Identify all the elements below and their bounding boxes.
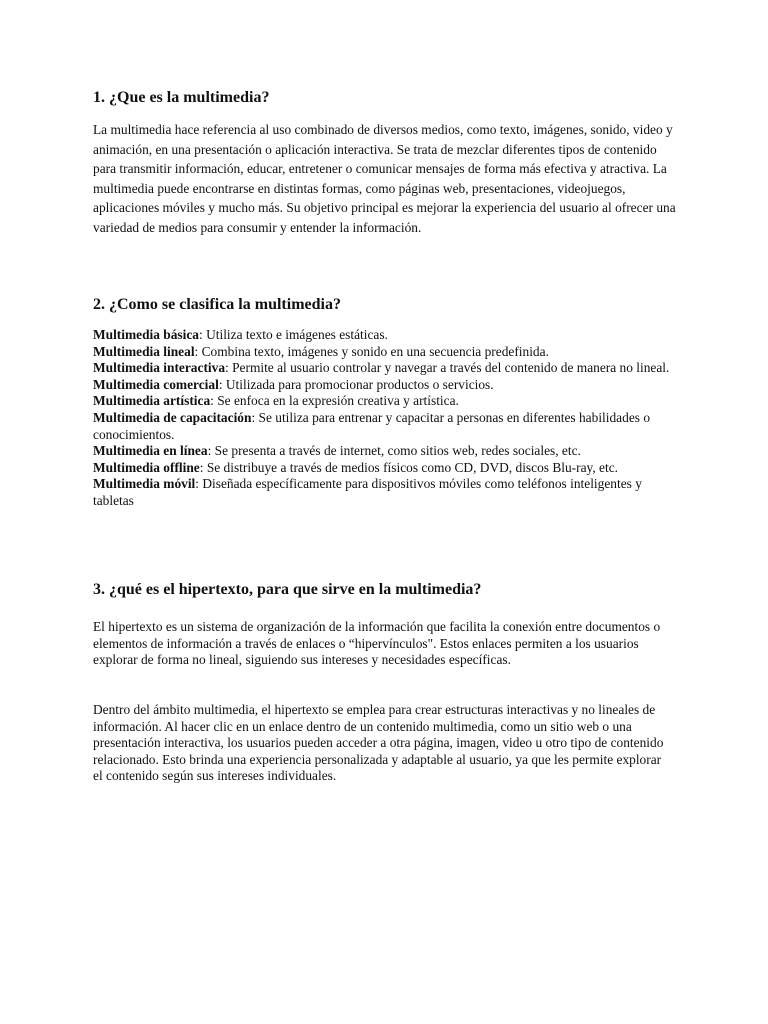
- list-item-desc: : Se distribuye a través de medios físicos como CD, DVD, discos Blu-ray, etc.: [199, 459, 619, 475]
- list-item-desc: : Diseñada específicamente para dispositivos móviles como teléfonos inteligentes y tabletas: [93, 476, 642, 508]
- list-item: [93, 377, 673, 394]
- list-item-desc: : Se enfoca en la expresión creativa y artística.: [210, 393, 459, 409]
- list-item-desc: : Se presenta a través de internet, como sitios web, redes sociales, etc.: [207, 443, 581, 459]
- classification-list: [93, 327, 673, 510]
- list-item: [93, 327, 673, 344]
- list-item: [93, 476, 673, 509]
- list-item-term: Multimedia artística: [93, 393, 211, 409]
- list-item-desc: : Se utiliza para entrenar y capacitar a personas en diferentes habilidades o conocimientos.: [93, 409, 651, 442]
- section3-paragraph-1: El hipertexto es un sistema de organización de la información que facilita la conexión entre documentos o elementos de información a través de enlaces o “hipervínculos". Estos enlaces permiten a los usuarios explorar de forma no lineal, siguiendo sus intereses y necesidades específicas.: [93, 619, 661, 668]
- list-item-term: Multimedia interactiva: [93, 360, 226, 376]
- list-item-term: Multimedia básica: [93, 327, 200, 342]
- list-item-term: Multimedia comercial: [93, 376, 219, 392]
- list-item-desc: : Permite al usuario controlar y navegar a través del contenido de manera no lineal.: [225, 360, 670, 376]
- section3-heading: 3. ¿qué es el hipertexto, para que sirve en la multimedia?: [93, 581, 482, 598]
- section2-heading: 2. ¿Como se clasifica la multimedia?: [93, 296, 341, 313]
- list-item-term: Multimedia de capacitación: [93, 409, 252, 425]
- list-item-term: Multimedia en línea: [93, 443, 208, 459]
- list-item-term: Multimedia móvil: [93, 476, 196, 492]
- list-item-desc: : Combina texto, imágenes y sonido en una secuencia predefinida.: [194, 343, 549, 359]
- list-item-term: Multimedia lineal: [93, 343, 195, 359]
- list-item: [93, 410, 673, 443]
- list-item: [93, 443, 673, 460]
- list-item-desc: : Utilizada para promocionar productos o servicios.: [218, 376, 494, 392]
- list-item: [93, 344, 673, 361]
- section3-paragraph-2: Dentro del ámbito multimedia, el hipertexto se emplea para crear estructuras interactivas y no lineales de información. Al hacer clic en un enlace dentro de un contenido multimedia, como un sitio web o una presentación interactiva, los usuarios pueden acceder a otra página, imagen, video u otro tipo de contenido relacionado. Esto brinda una experiencia personalizada y adaptable al usuario, ya que les permite explorar el contenido según sus intereses individuales.: [93, 702, 664, 784]
- section1-paragraph: La multimedia hace referencia al uso combinado de diversos medios, como texto, imágenes, sonido, video y animación, en una presentación o aplicación interactiva. Se trata de mezclar diferentes tipos de contenido para transmitir información, educar, entretener o comunicar mensajes de forma más efectiva y atractiva. La multimedia puede encontrarse en distintas formas, como páginas web, presentaciones, videojuegos, aplicaciones móviles y mucho más. Su objetivo principal es mejorar la experiencia del usuario al ofrecer una variedad de medios para consumir y entender la información.: [93, 122, 676, 235]
- section1-heading: 1. ¿Que es la multimedia?: [93, 89, 270, 106]
- list-item-desc: : Utiliza texto e imágenes estáticas.: [199, 327, 388, 342]
- list-item: [93, 360, 673, 377]
- list-item: [93, 460, 673, 477]
- list-item-term: Multimedia offline: [93, 459, 200, 475]
- list-item: [93, 393, 673, 410]
